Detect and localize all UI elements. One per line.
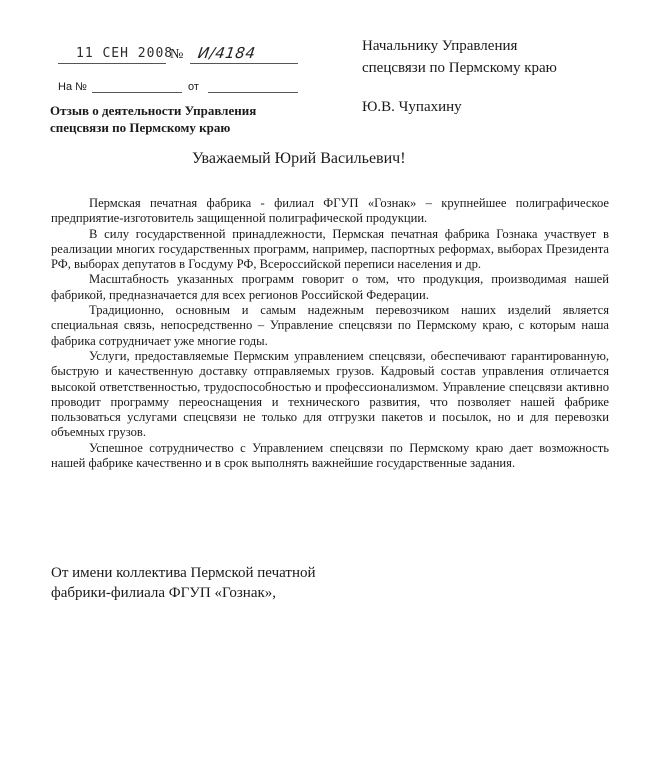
registration-number: И/4184 <box>196 44 257 62</box>
closing-line-2: фабрики-филиала ФГУП «Гознак», <box>51 585 277 601</box>
registration-date-stamp: 11 СЕН 2008 <box>76 46 174 61</box>
paragraph: Масштабность указанных программ говорит о том, что продукция, производимая нашей фабрикой, предназначается для всех регионов Российской Федерации. <box>51 272 609 302</box>
number-sign: № <box>170 47 184 62</box>
paragraph: Успешное сотрудничество с Управлением спецсвязи по Пермскому краю дает возможность нашей фабрике качественно и в срок выполнять важнейшие государственные задания. <box>51 440 609 471</box>
paragraph: Пермская печатная фабрика - филиал ФГУП «Гознак» – крупнейшее полиграфическое предприятие-изготовитель защищенной полиграфической продукции. <box>51 196 609 226</box>
reference-from-label: от <box>188 81 199 93</box>
recipient-name: Ю.В. Чупахину <box>362 99 462 115</box>
date-underline <box>58 63 166 64</box>
subject-line-2: спецсвязи по Пермскому краю <box>50 120 231 135</box>
paragraph: Услуги, предоставляемые Пермским управлением спецсвязи, обеспечивают гарантированную, быструю и качественную доставку отправляемых грузов. Кадровый состав управления отличается высокой ответственностью, трудоспособностью и профессионализмом. Управление спецсвязи активно проводит программу переоснащения и технического развития, что позволяет нашей фабрике пользоваться услугами спецсвязи не только для отгрузки пакетов и посылок, но и для перевозки объемных грузов. <box>51 348 609 440</box>
reference-number-label: На № <box>58 81 87 93</box>
recipient-title-line-2: спецсвязи по Пермскому краю <box>362 60 557 76</box>
subject-line-1: Отзыв о деятельности Управления <box>50 103 257 118</box>
number-underline <box>190 63 298 64</box>
paragraph: В силу государственной принадлежности, Пермская печатная фабрика Гознака участвует в реализации многих государственных программ, например, паспортных реформах, выборах Президента РФ, выборах депутатов в Госдуму РФ, Всероссийской переписи населения и др. <box>51 226 609 272</box>
reference-number-line <box>92 92 182 93</box>
letter-body <box>51 196 609 471</box>
paragraph: Традиционно, основным и самым надежным перевозчиком наших изделий является специальная связь, непосредственно – Управление спецсвязи по Пермскому краю, с которым наша фабрика сотрудничает уже многие годы. <box>51 303 609 348</box>
greeting: Уважаемый Юрий Васильевич! <box>192 150 406 167</box>
recipient-title-line-1: Начальнику Управления <box>362 38 518 54</box>
reference-date-line <box>208 92 298 93</box>
closing-line-1: От имени коллектива Пермской печатной <box>51 565 316 581</box>
